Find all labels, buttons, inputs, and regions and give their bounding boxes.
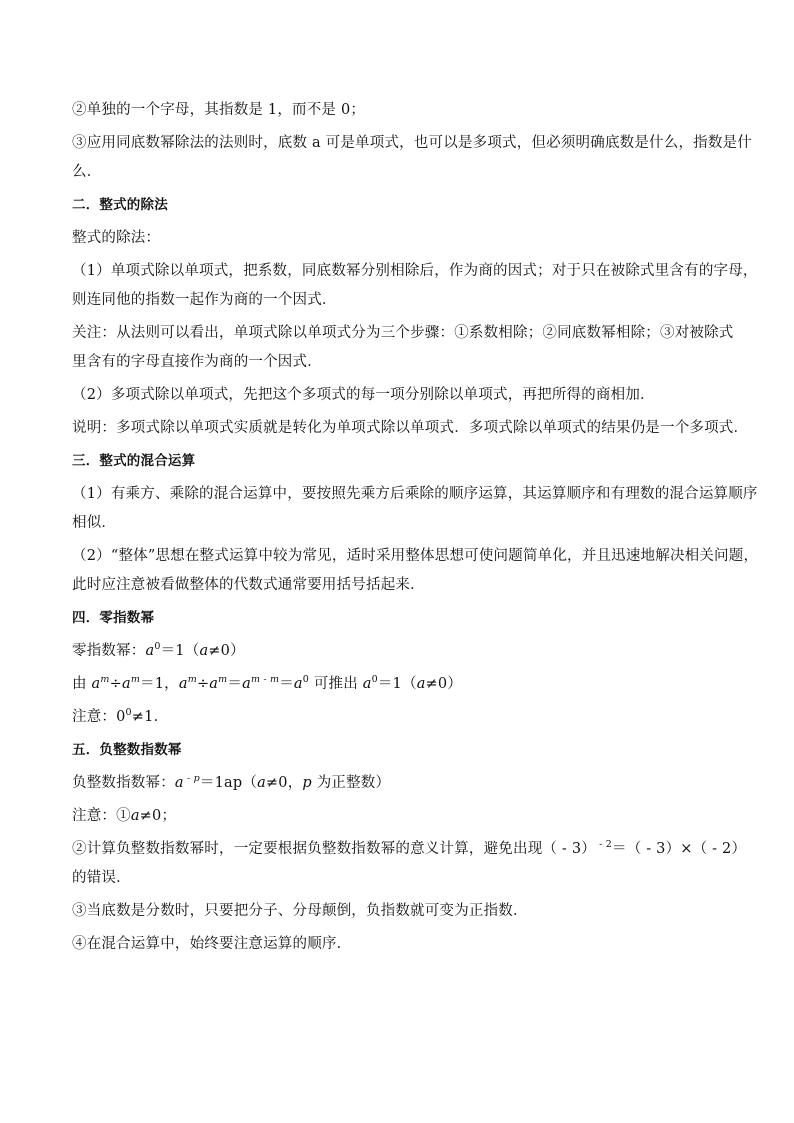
formula-text: 为正整数）	[311, 775, 391, 791]
paragraph-line: （1）单项式除以单项式，把系数，同底数幂分别相除后，作为商的因式；对于只在被除式里含有的字母，	[72, 263, 758, 279]
negative-exponent-note	[72, 806, 732, 827]
note-label: 注意：	[72, 709, 117, 725]
formula-text: ＝1（	[160, 643, 200, 659]
formula-base: a	[121, 676, 131, 692]
paragraph-line: ③当底数是分数时，只要把分子、分母颠倒，负指数就可变为正指数．	[72, 903, 528, 919]
paragraph-line: （1）有乘方、乘除的混合运算中，要按照先乘方后乘除的顺序运算，其运算顺序和有理数的混合运算顺序	[72, 486, 758, 502]
zero-exponent-note	[72, 707, 732, 728]
formula-exponent: 0	[371, 674, 378, 685]
formula-base: a	[91, 676, 101, 692]
formula-base: a	[178, 676, 188, 692]
section-heading: 五．负整数指数幂	[72, 742, 182, 758]
negative-exponent-formula	[72, 773, 732, 794]
formula-text: ＝1（	[377, 676, 417, 692]
formula-text: ≠1．	[131, 709, 169, 725]
paragraph-line: 里含有的字母直接作为商的一个因式．	[72, 354, 322, 370]
paragraph-line: 的错误．	[72, 870, 131, 886]
paragraph-line: 说明：多项式除以单项式实质就是转化为单项式除以单项式．多项式除以单项式的结果仍是一个多项式．	[72, 420, 749, 436]
formula-base: a	[174, 775, 184, 791]
formula-exponent: m	[100, 674, 110, 685]
paragraph-line: 此时应注意被看做整体的代数式通常要用括号括起来．	[72, 577, 425, 593]
formula-base: a	[362, 676, 372, 692]
formula-variable: a	[199, 643, 209, 659]
formula-exponent: 0	[154, 641, 161, 652]
zero-exponent-derivation	[72, 674, 732, 695]
formula-base: a	[242, 676, 251, 692]
note-label: 注意：①	[72, 808, 131, 824]
paragraph-line: 么．	[72, 164, 102, 180]
formula-text: ＝	[279, 676, 294, 692]
formula-label: 零指数幂：	[72, 643, 146, 659]
formula-label: 负整数指数幂：	[72, 775, 175, 791]
paragraph-line: 关注：从法则可以看出，单项式除以单项式分为三个步骤：①系数相除；②同底数幂相除；③对被除式	[72, 325, 734, 341]
formula-text: 由	[72, 676, 92, 692]
paragraph-line: （2）多项式除以单项式，先把这个多项式的每一项分别除以单项式，再把所得的商相加．	[72, 387, 655, 403]
paragraph-line: 整式的除法：	[72, 230, 161, 246]
formula-text: 可推出	[309, 676, 363, 692]
formula-text: ÷	[196, 676, 210, 692]
formula-exponent: m	[130, 674, 141, 685]
zero-exponent-formula	[72, 641, 732, 662]
formula-variable: a	[130, 808, 140, 824]
formula-exponent: 0	[125, 707, 132, 718]
document-content	[72, 100, 759, 967]
formula-exponent: m	[218, 674, 228, 685]
section-heading: 三．整式的混合运算	[72, 453, 196, 469]
paragraph-line: ③应用同底数幂除法的法则时，底数 a 可是单项式，也可以是多项式，但必须明确底数是什么，指数是什	[72, 135, 752, 151]
formula-exponent: m - m	[250, 674, 280, 685]
paragraph-line	[72, 839, 747, 860]
note-text: ＝（ - 3）×（ - 2）	[612, 841, 747, 857]
paragraph-line: ②单独的一个字母，其指数是 1，而不是 0；	[72, 102, 366, 118]
formula-exponent: - 2	[595, 839, 613, 850]
formula-variable: p	[302, 775, 312, 791]
formula-text: ＝	[227, 676, 243, 692]
paragraph-line: 相似．	[72, 515, 117, 531]
formula-exponent: m	[187, 674, 197, 685]
formula-text: ＝1ap（	[199, 775, 258, 791]
formula-text: ÷	[109, 676, 122, 692]
formula-text: ＝1，	[140, 676, 179, 692]
formula-text: ≠0；	[139, 808, 177, 824]
formula-text: ≠0）	[425, 676, 463, 692]
formula-text: ≠0，	[265, 775, 303, 791]
formula-base: a	[209, 676, 219, 692]
paragraph-line: 则连同他的指数一起作为商的一个因式．	[72, 292, 337, 308]
formula-base: a	[293, 676, 303, 692]
paragraph-line: （2）“整体”思想在整式运算中较为常见，适时采用整体思想可使问题简单化，并且迅速地解决相关问题，	[72, 548, 759, 564]
formula-exponent: 0	[302, 674, 310, 685]
formula-variable: a	[257, 775, 266, 791]
formula-exponent: - p	[183, 773, 200, 784]
formula-base: 0	[116, 709, 126, 725]
section-heading: 二．整式的除法	[72, 197, 168, 213]
formula-base: a	[145, 643, 155, 659]
section-heading: 四．零指数幂	[72, 610, 155, 626]
note-text: ②计算负整数指数幂时，一定要根据负整数指数幂的意义计算，避免出现（ - 3）	[72, 841, 596, 857]
paragraph-line: ④在混合运算中，始终要注意运算的顺序．	[72, 936, 352, 952]
formula-variable: a	[416, 676, 426, 692]
formula-text: ≠0）	[208, 643, 245, 659]
